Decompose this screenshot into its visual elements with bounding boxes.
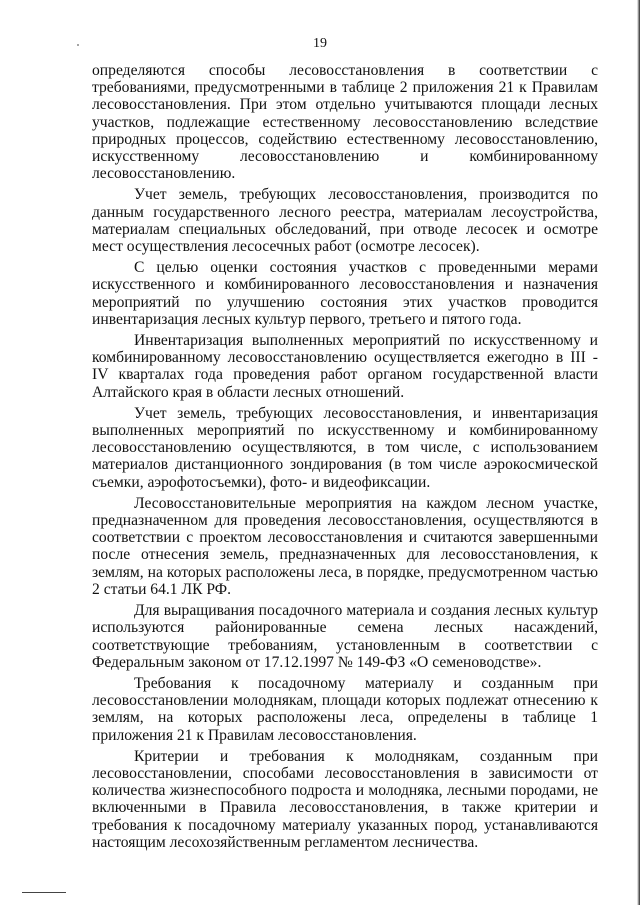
- footnote-rule: [22, 892, 66, 893]
- paragraph-reforestation-measures: Лесовосстановительные мероприятия на каждом лесном участке, предназначенном для проведения лесовосстановления, осуществляются в соответствии с проектом лесовосстановления и считаются завершенными после отнесения земель, предназначенных для лесовосстановления, к землям, на которых расположены леса, в порядке, предусмотренном частью 2 статьи 64.1 ЛК РФ.: [92, 494, 598, 598]
- paragraph-planting-requirements: Требования к посадочному материалу и созданным при лесовосстановлении молоднякам, площади которых подлежат отнесению к землям, на которых расположены леса, определены в таблице 1 приложения 21 к Правилам лесовосстановления.: [92, 674, 598, 744]
- page-number: 19: [313, 36, 327, 51]
- paragraph-continuation: определяются способы лесовосстановления в соответствии с требованиями, предусмотренными в таблице 2 приложения 21 к Правилам лесовосстановления. При этом отдельно учитываются площади лесных участков, подлежащие естественному лесовосстановлению вследствие природных процессов, содействию естественному лесовосстановлению, искусственному лесовосстановлению и комбинированному лесовосстановлению.: [92, 62, 598, 183]
- paragraph-seed-material: Для выращивания посадочного материала и создания лесных культур используются районированные семена лесных насаждений, соответствующие требованиям, установленным в соответствии с Федеральным законом от 17.12.1997 № 149-ФЗ «О семеноводстве».: [92, 602, 598, 671]
- paragraph-criteria: Критерии и требования к молоднякам, созданным при лесовосстановлении, способами лесовосстановления в зависимости от количества жизнеспособного подроста и молодняка, лесными породами, не включенными в Правила лесовосстановления, в также критерии и требования к посадочному материалу указанных пород, устанавливаются настоящим лесохозяйственным регламентом лесничества.: [92, 747, 598, 851]
- page-body: [92, 62, 598, 855]
- paragraph-inventory-schedule: Инвентаризация выполненных мероприятий по искусственному и комбинированному лесовосстановлению осуществляется ежегодно в III - IV кварталах года проведения работ органом государственной власти Алтайского края в области лесных отношений.: [92, 332, 598, 401]
- paragraph-condition-assessment: С целью оценки состояния участков с проведенными мерами искусственного и комбинированного лесовосстановления и назначения мероприятий по улучшению состояния этих участков проводится инвентаризация лесных культур первого, третьего и пятого года.: [92, 259, 598, 328]
- paragraph-land-accounting: Учет земель, требующих лесовосстановления, производится по данным государственного лесного реестра, материалам лесоустройства, материалам специальных обследований, при отводе лесосек и осмотре мест осуществления лесосечных работ (осмотре лесосек).: [92, 186, 598, 256]
- paragraph-remote-sensing: Учет земель, требующих лесовосстановления, и инвентаризация выполненных мероприятий по искусственному и комбинированному лесовосстановлению осуществляются, в том числе, с использованием материалов дистанционного зондирования (в том числе аэрокосмической съемки, аэрофотосъемки), фото- и видеофиксации.: [92, 404, 598, 491]
